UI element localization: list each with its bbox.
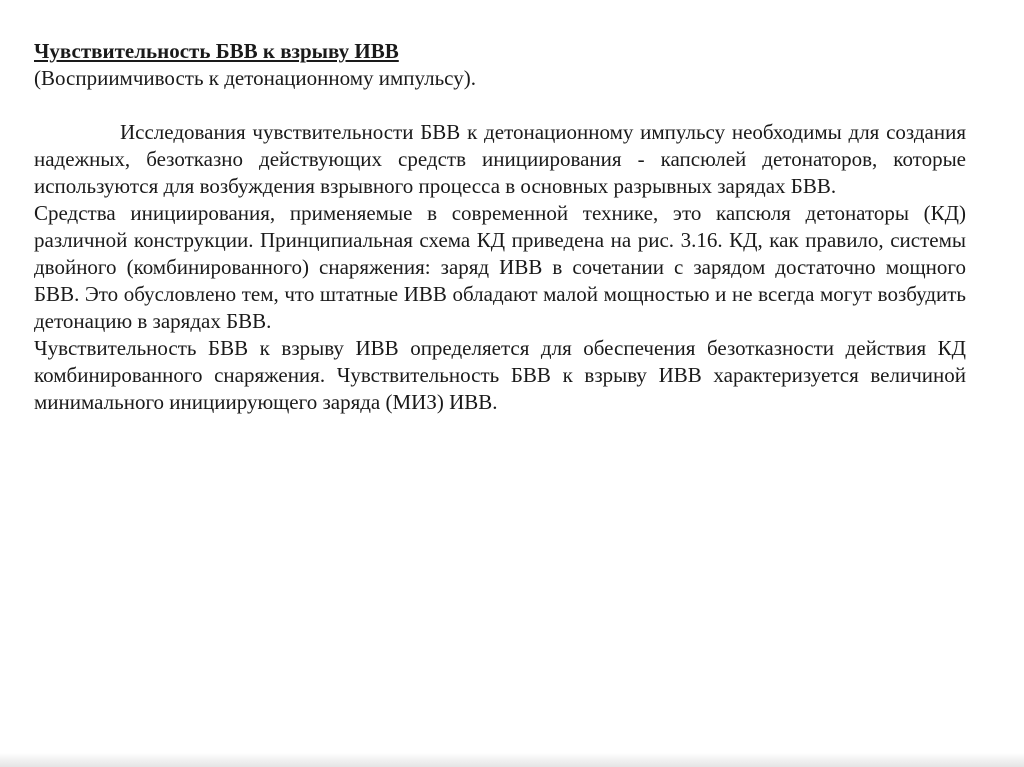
bottom-shadow: [0, 753, 1024, 767]
paragraph-1: Исследования чувствительности БВВ к детонационному импульсу необходимы для создания надежных, безотказно действующих средств инициирования - капсюлей детонаторов, которые используются для возбуждения взрывного процесса в основных разрывных зарядах БВВ.: [34, 120, 966, 198]
paragraph-3: Чувствительность БВВ к взрыву ИВВ определяется для обеспечения безотказности действия КД комбинированного снаряжения. Чувствительность БВВ к взрыву ИВВ характеризуется величиной минимального инициирующего заряда (МИЗ) ИВВ.: [34, 336, 966, 414]
slide-subtitle: (Восприимчивость к детонационному импульсу).: [34, 66, 476, 90]
slide-content: [34, 38, 966, 416]
paragraph-2: Средства инициирования, применяемые в современной технике, это капсюля детонаторы (КД) различной конструкции. Принципиальная схема КД приведена на рис. 3.16. КД, как правило, системы двойного (комбинированного) снаряжения: заряд ИВВ в сочетании с зарядом достаточно мощного БВВ. Это обусловлено тем, что штатные ИВВ обладают малой мощностью и не всегда могут возбудить детонацию в зарядах БВВ.: [34, 201, 966, 333]
slide-title: Чувствительность БВВ к взрыву ИВВ: [34, 39, 399, 63]
